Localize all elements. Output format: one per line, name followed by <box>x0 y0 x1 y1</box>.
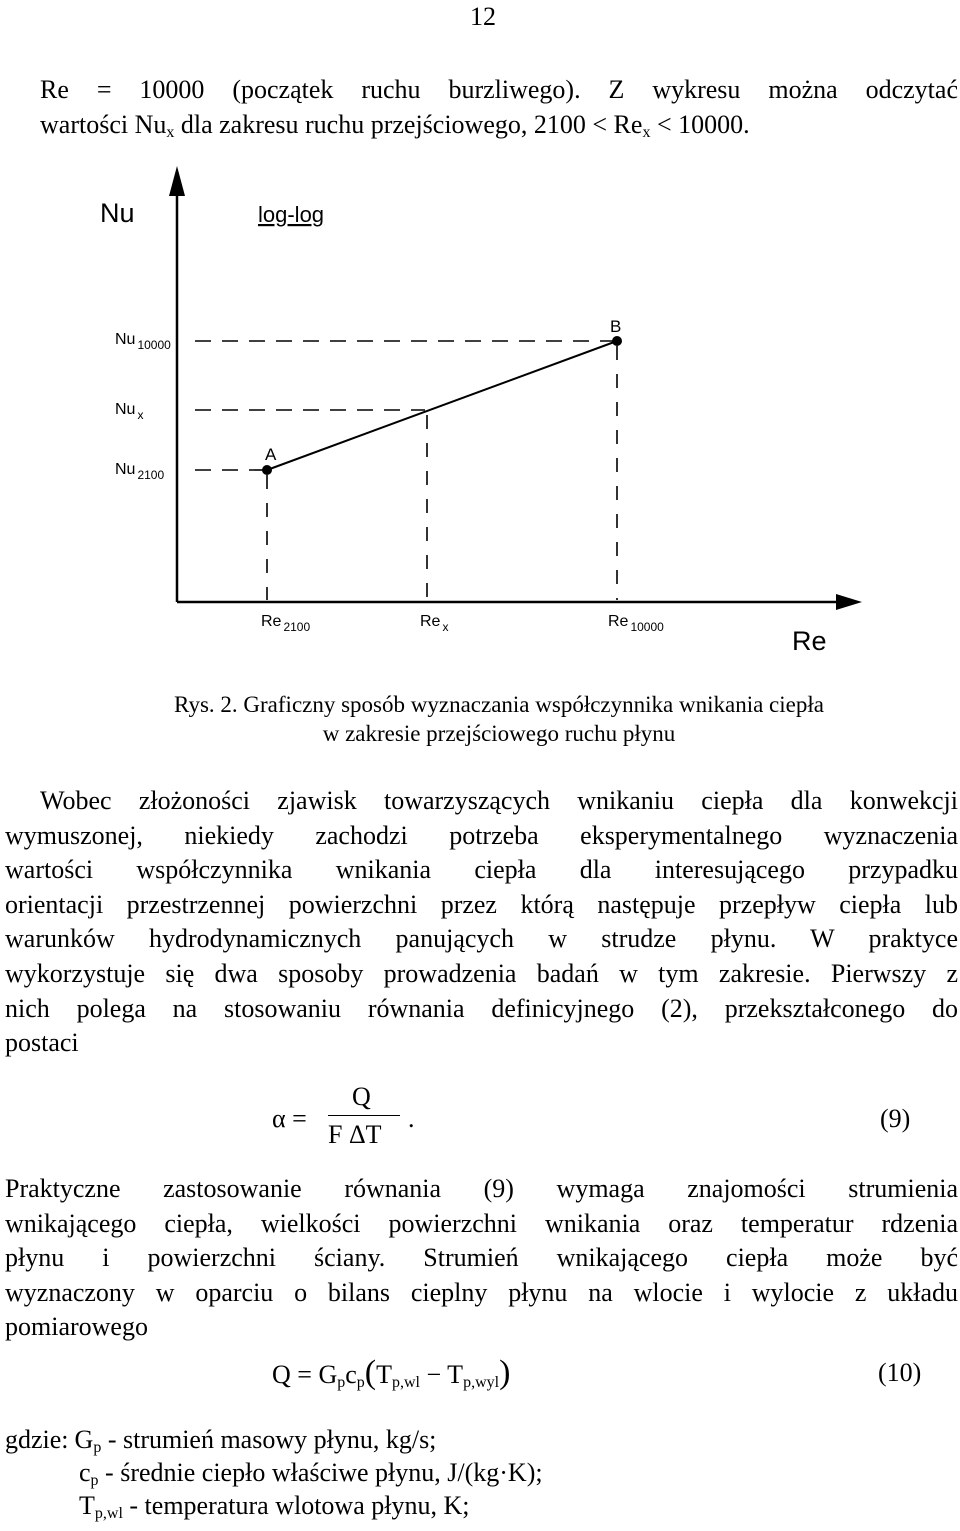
scale-label: log-log <box>258 202 325 227</box>
nu-10000-label: Nu $_{10000}$ <box>115 331 171 352</box>
definition-t: $T_{p,wl}$ - temperatura wlotowa płynu, K; <box>79 1491 470 1522</box>
paragraph-2-line: Praktyczne zastosowanie równania (9) wymaga znajomości strumienia <box>5 1174 958 1203</box>
caption-line-2: w zakresie przejściowego ruchu płynu <box>322 721 676 746</box>
y-axis-label: Nu <box>100 198 135 228</box>
paragraph-1-line: wykorzystuje się dwa sposoby prowadzenia badań w tym zakresie. Pierwszy z <box>5 958 958 988</box>
figure-caption <box>40 690 958 748</box>
x-axis-arrow <box>836 594 862 610</box>
equation-9-numerator: Q <box>352 1082 371 1111</box>
y-axis-arrow <box>169 166 185 196</box>
point-a-label: A <box>265 445 277 464</box>
equation-9-number: (9) <box>880 1104 911 1133</box>
paragraph-1-line: orientacji przestrzennej powierzchni przez którą następuje przepływ ciepła lub <box>5 889 958 919</box>
definition-g: gdzie: $G_p$ - strumień masowy płynu, kg/s; <box>5 1425 437 1456</box>
nu-x-label: Nu $_x$ <box>115 401 144 422</box>
caption-line-1: Rys. 2. Graficzny sposób wyznaczania współczynnika wnikania ciepła <box>174 692 824 717</box>
paragraph-2-line: pomiarowego <box>5 1312 148 1342</box>
equation-9-denominator: F ΔT <box>328 1120 382 1149</box>
intro-line-1: Re = 10000 (początek ruchu burzliwego). Z wykresu można odczytać <box>40 75 958 104</box>
paragraph-1-line: wartości współczynnika wnikania ciepła dla interesującego przypadku <box>5 855 958 885</box>
equation-9-period: . <box>408 1104 415 1133</box>
intro-line-2: wartości $Nu_x$ dla zakresu ruchu przejściowego, $2100 < Re_x < 10000$. <box>40 109 750 141</box>
re-10000-label: Re $_{10000}$ <box>608 613 664 634</box>
page-number: 12 <box>470 2 496 31</box>
point-a-marker <box>262 465 272 475</box>
paragraph-1-line: postaci <box>5 1028 79 1058</box>
x-axis-label: Re <box>792 626 827 656</box>
paragraph-2-line: wnikającego ciepła, wielkości powierzchni wnikania oraz temperatur rdzenia <box>5 1208 958 1238</box>
equation-9 <box>272 1082 912 1152</box>
definition-c: $c_p$ - średnie ciepło właściwe płynu, J/(kg·K); <box>79 1458 543 1489</box>
equation-10: $Q = G_pc_p(T_{p,wl} - T_{p,wyl})$ (10) <box>272 1354 922 1391</box>
point-b-label: B <box>610 317 622 336</box>
figure-graph <box>80 160 880 670</box>
equation-9-fraction-bar <box>328 1115 400 1116</box>
point-b-marker <box>612 336 622 346</box>
equation-9-lhs: α = <box>272 1104 307 1133</box>
transition-line <box>267 341 617 470</box>
re-2100-label: Re $_{2100}$ <box>261 613 311 634</box>
paragraph-1-line: Wobec złożoności zjawisk towarzyszących wnikaniu ciepła dla konwekcji <box>40 786 958 815</box>
intro-paragraph <box>40 73 958 150</box>
paragraph-1 <box>5 784 958 1061</box>
paragraph-2 <box>5 1172 958 1345</box>
nu-2100-label: Nu $_{2100}$ <box>115 461 165 482</box>
paragraph-2-line: płynu i powierzchni ściany. Strumień wnikającego ciepła może być <box>5 1243 958 1273</box>
paragraph-1-line: nich polega na stosowaniu równania definicyjnego (2), przekształconego do <box>5 993 958 1023</box>
paragraph-1-line: warunków hydrodynamicznych panujących w strudze płynu. W praktyce <box>5 924 958 954</box>
re-x-label: Re $_x$ <box>420 613 449 634</box>
paragraph-2-line: wyznaczony w oparciu o bilans cieplny płynu na wlocie i wylocie z układu <box>5 1277 958 1307</box>
equation-10-number: (10) <box>878 1358 922 1387</box>
definitions <box>5 1424 955 1529</box>
paragraph-1-line: wymuszonej, niekiedy zachodzi potrzeba eksperymentalnego wyznaczenia <box>5 820 958 850</box>
